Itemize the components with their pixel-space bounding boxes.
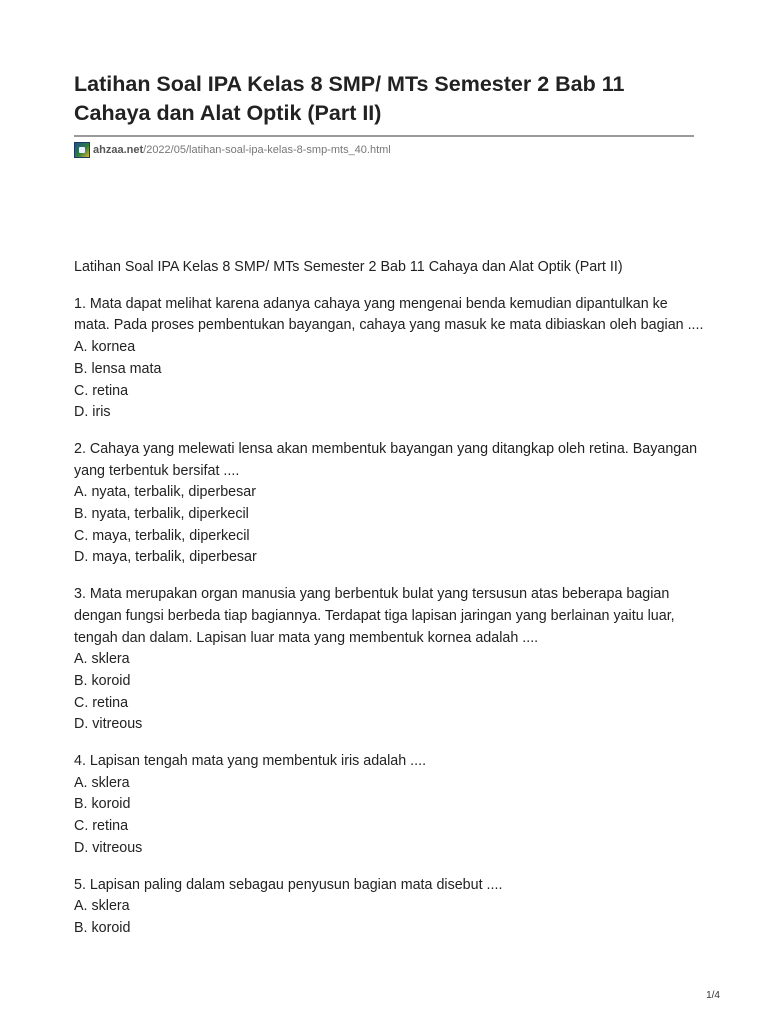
site-favicon-icon [74, 142, 90, 158]
option-c: C. maya, terbalik, diperkecil [74, 527, 250, 544]
source-domain[interactable]: ahzaa.net [93, 144, 144, 156]
option-b: B. koroid [74, 796, 131, 813]
question-4 [74, 751, 704, 860]
option-d: D. iris [74, 404, 111, 421]
option-b: B. koroid [74, 919, 131, 936]
option-a: A. sklera [74, 651, 130, 668]
option-a: A. sklera [74, 774, 130, 791]
lead-paragraph: Latihan Soal IPA Kelas 8 SMP/ MTs Semester 2 Bab 11 Cahaya dan Alat Optik (Part II) [74, 259, 623, 275]
option-c: C. retina [74, 818, 129, 835]
title-divider [74, 135, 694, 137]
option-b: B. koroid [74, 672, 131, 689]
source-link[interactable] [74, 142, 391, 158]
option-d: D. vitreous [74, 839, 143, 856]
option-d: D. maya, terbalik, diperbesar [74, 549, 257, 566]
question-1 [74, 294, 704, 424]
option-b: B. lensa mata [74, 360, 162, 377]
option-c: C. retina [74, 694, 129, 711]
question-text: 2. Cahaya yang melewati lensa akan membentuk bayangan yang ditangkap oleh retina. Bayangan yang terbentuk bersifat .... [74, 440, 698, 479]
question-text: 3. Mata merupakan organ manusia yang berbentuk bulat yang tersusun atas beberapa bagian dengan fungsi berbeda tiap bagiannya. Terdapat tiga lapisan jaringan yang berlainan yaitu luar, tengah dan dalam. Lapisan luar mata yang membentuk kornea adalah .... [74, 586, 675, 646]
page-title: Latihan Soal IPA Kelas 8 SMP/ MTs Semester 2 Bab 11 Cahaya dan Alat Optik (Part II) [74, 72, 625, 125]
question-3 [74, 584, 704, 736]
document-body [74, 257, 704, 955]
source-path[interactable]: /2022/05/latihan-soal-ipa-kelas-8-smp-mts_40.html [143, 144, 391, 156]
question-5 [74, 875, 704, 940]
page-number: 1/4 [706, 990, 720, 1001]
question-text: 5. Lapisan paling dalam sebagau penyusun bagian mata disebut .... [74, 876, 503, 893]
option-a: A. nyata, terbalik, diperbesar [74, 484, 256, 501]
option-a: A. kornea [74, 339, 136, 356]
question-2 [74, 439, 704, 569]
option-a: A. sklera [74, 898, 130, 915]
option-b: B. nyata, terbalik, diperkecil [74, 506, 249, 523]
question-text: 4. Lapisan tengah mata yang membentuk iris adalah .... [74, 753, 427, 770]
option-d: D. vitreous [74, 716, 143, 733]
option-c: C. retina [74, 382, 129, 399]
question-text: 1. Mata dapat melihat karena adanya cahaya yang mengenai benda kemudian dipantulkan ke mata. Pada proses pembentukan bayangan, cahaya yang masuk ke mata dibiaskan oleh bagian .... [74, 295, 704, 334]
